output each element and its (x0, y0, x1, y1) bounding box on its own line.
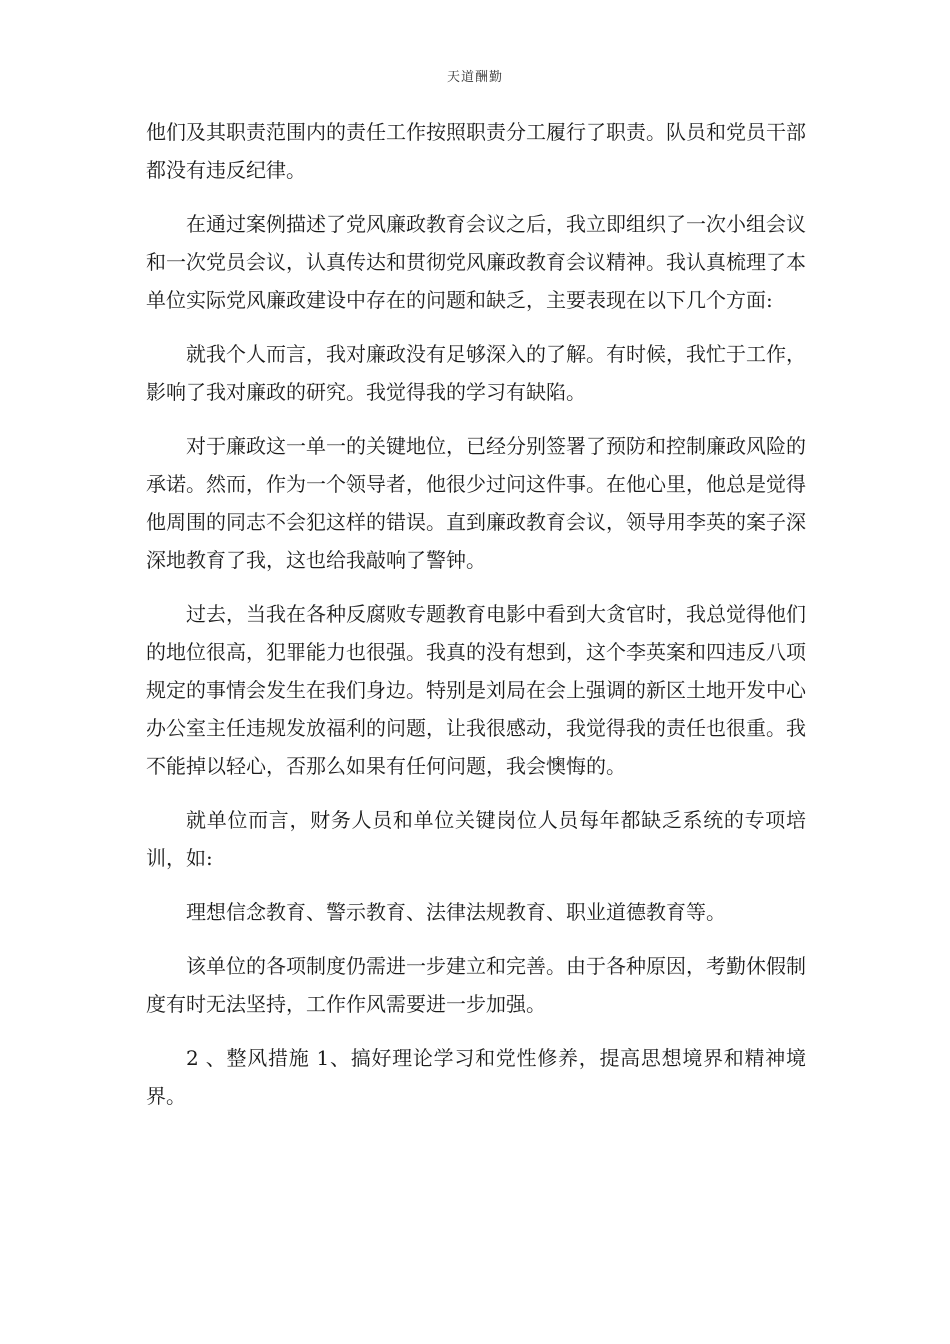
document-body (146, 113, 806, 1131)
page-header: 天道酬勤 (446, 70, 503, 85)
paragraph-6: 就单位而言，财务人员和单位关键岗位人员每年都缺乏系统的专项培训，如: (146, 808, 806, 870)
paragraph-1: 他们及其职责范围内的责任工作按照职责分工履行了职责。队员和党员干部都没有违反纪律。 (146, 120, 806, 182)
paragraph-7: 理想信念教育、警示教育、法律法规教育、职业道德教育等。 (186, 900, 726, 924)
paragraph-9: 2 、整风措施 1、搞好理论学习和党性修养，提高思想境界和精神境界。 (146, 1046, 806, 1108)
paragraph-5: 过去，当我在各种反腐败专题教育电影中看到大贪官时，我总觉得他们的地位很高，犯罪能力也很强。我真的没有想到，这个李英案和四违反八项规定的事情会发生在我们身边。特别是刘局在会上强调的新区土地开发中心办公室主任违规发放福利的问题，让我很感动，我觉得我的责任也很重。我不能掉以轻心，否那么如果有任何问题，我会懊悔的。 (146, 602, 806, 778)
paragraph-2: 在通过案例描述了党风廉政教育会议之后，我立即组织了一次小组会议和一次党员会议，认真传达和贯彻党风廉政教育会议精神。我认真梳理了本单位实际党风廉政建设中存在的问题和缺乏，主要表现在以下几个方面: (146, 212, 806, 312)
paragraph-8: 该单位的各项制度仍需进一步建立和完善。由于各种原因，考勤休假制度有时无法坚持，工作作风需要进一步加强。 (146, 954, 806, 1016)
paragraph-3: 就我个人而言，我对廉政没有足够深入的了解。有时候，我忙于工作，影响了我对廉政的研究。我觉得我的学习有缺陷。 (146, 342, 806, 404)
paragraph-4: 对于廉政这一单一的关键地位，已经分别签署了预防和控制廉政风险的承诺。然而，作为一个领导者，他很少过问这件事。在他心里，他总是觉得他周围的同志不会犯这样的错误。直到廉政教育会议，领导用李英的案子深深地教育了我，这也给我敲响了警钟。 (146, 434, 806, 572)
